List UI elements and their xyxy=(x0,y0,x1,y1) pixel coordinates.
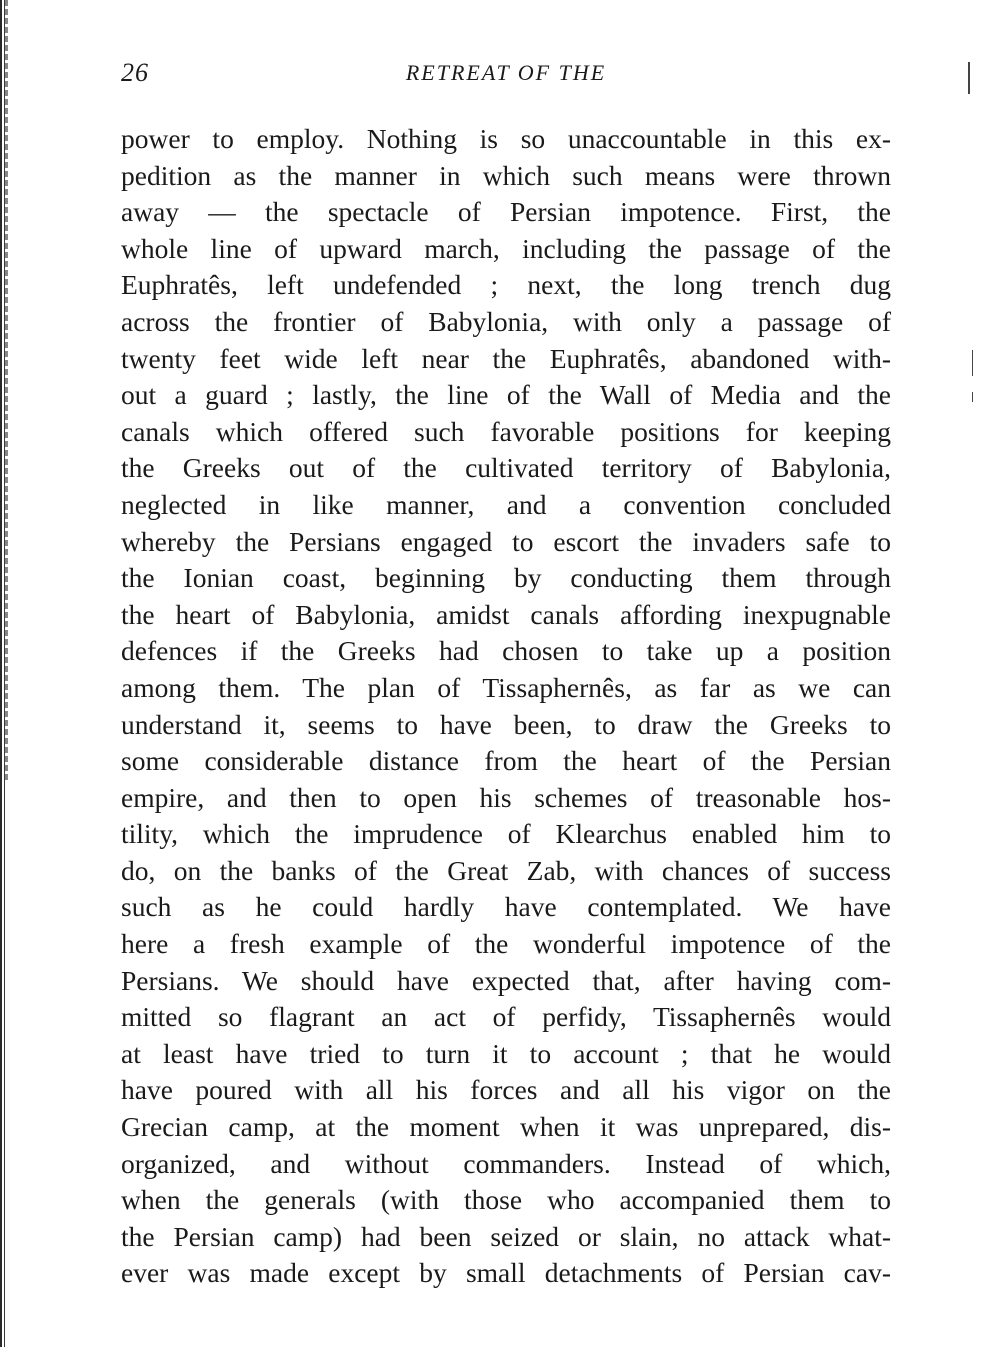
text-line: the heart of Babylonia, amidst canals affording inexpugnable xyxy=(121,598,891,630)
text-line: neglected in like manner, and a convention concluded xyxy=(121,488,891,520)
text-line: among them. The plan of Tissaphernês, as far as we can xyxy=(121,671,891,703)
running-head xyxy=(121,58,891,98)
text-line: pedition as the manner in which such means were thrown xyxy=(121,159,891,191)
text-line: have poured with all his forces and all his vigor on the xyxy=(121,1074,891,1106)
text-line: defences if the Greeks had chosen to take up a position xyxy=(121,635,891,667)
text-line: twenty feet wide left near the Euphratês, abandoned with- xyxy=(121,342,891,374)
page-number: 26 xyxy=(121,58,149,87)
text-line: whole line of upward march, including the passage of the xyxy=(121,232,891,264)
text-line: power to employ. Nothing is so unaccountable in this ex- xyxy=(121,123,891,154)
text-line: some considerable distance from the heart of the Persian xyxy=(121,745,891,777)
text-line: ever was made except by small detachments of Persian cav- xyxy=(121,1257,891,1289)
text-line: tility, which the imprudence of Klearchus enabled him to xyxy=(121,818,891,850)
text-line: the Persian camp) had been seized or slain, no attack what- xyxy=(121,1220,891,1252)
text-line: empire, and then to open his schemes of treasonable hos- xyxy=(121,781,891,813)
text-line: organized, and without commanders. Instead of which, xyxy=(121,1147,891,1179)
text-line: across the frontier of Babylonia, with only a passage of xyxy=(121,305,891,337)
text-line: when the generals (with those who accompanied them to xyxy=(121,1184,891,1216)
text-line: such as he could hardly have contemplated. We have xyxy=(121,891,891,923)
text-line: understand it, seems to have been, to draw the Greeks to xyxy=(121,708,891,740)
text-line: away — the spectacle of Persian impotence. First, the xyxy=(121,196,891,228)
scan-gutter-edge xyxy=(0,0,8,1347)
text-line: Grecian camp, at the moment when it was unprepared, dis- xyxy=(121,1111,891,1143)
text-line: the Ionian coast, beginning by conducting them through xyxy=(121,562,891,594)
text-line: mitted so flagrant an act of perfidy, Tissaphernês would xyxy=(121,1001,891,1033)
text-line: Euphratês, left undefended ; next, the long trench dug xyxy=(121,269,891,301)
text-line: Persians. We should have expected that, after having com- xyxy=(121,964,891,996)
text-line: whereby the Persians engaged to escort the invaders safe to xyxy=(121,525,891,557)
text-line: here a fresh example of the wonderful impotence of the xyxy=(121,928,891,960)
running-title: RETREAT OF THE xyxy=(405,60,607,85)
body-text xyxy=(121,121,891,1292)
text-line: the Greeks out of the cultivated territory of Babylonia, xyxy=(121,452,891,484)
scan-mark xyxy=(972,392,973,402)
text-line: out a guard ; lastly, the line of the Wall of Media and the xyxy=(121,379,891,411)
scan-mark xyxy=(968,62,970,94)
text-line: at least have tried to turn it to account ; that he would xyxy=(121,1037,891,1069)
scan-mark xyxy=(972,350,973,376)
text-line: canals which offered such favorable positions for keeping xyxy=(121,415,891,447)
text-line: do, on the banks of the Great Zab, with chances of success xyxy=(121,854,891,886)
